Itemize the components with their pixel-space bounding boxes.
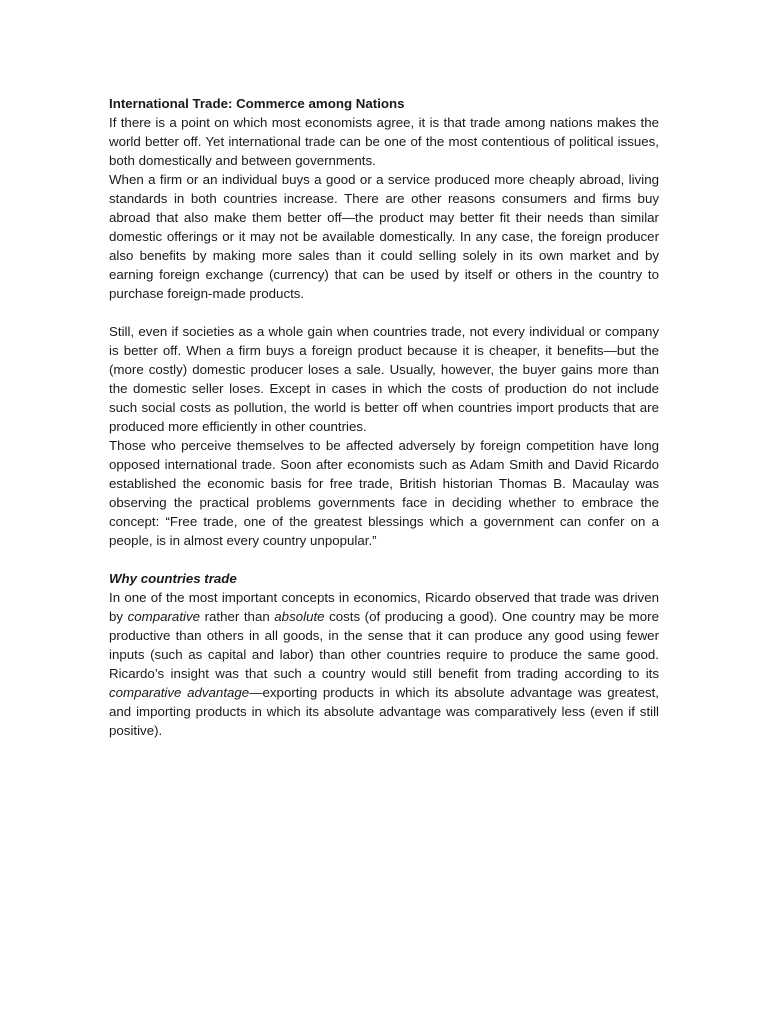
paragraph-intro: If there is a point on which most economists agree, it is that trade among nations makes the world better off. Yet international trade can be one of the most contentious of political issues, both domestically and between governments.: [109, 115, 659, 168]
paragraph-comparative-advantage: [109, 588, 659, 740]
text-run: —exporting products in which its absolute advantage was greatest, and importing products in which its absolute advantage was comparatively less (even if still positive).: [109, 685, 659, 738]
emphasis-absolute: absolute: [274, 609, 325, 624]
document-page: [109, 94, 659, 740]
paragraph-spacer: [109, 550, 659, 569]
text-run: costs (of producing a good). One country may be more productive than others in all goods, in the sense that it can produce any good using fewer inputs (such as capital and labor) than other countries require to produce the same good. Ricardo’s insight was that such a country would still benefit from trading according to its: [109, 609, 659, 681]
emphasis-comparative: comparative: [127, 609, 201, 624]
document-title: International Trade: Commerce among Nations: [109, 96, 405, 111]
paragraph-opposition: Those who perceive themselves to be affected adversely by foreign competition have long opposed international trade. Soon after economists such as Adam Smith and David Ricardo established the economic basis for free trade, British historian Thomas B. Macaulay was observing the practical problems governments face in deciding whether to embrace the concept: “Free trade, one of the greatest blessings which a government can confer on a people, is in almost every country unpopular.”: [109, 438, 659, 548]
emphasis-comparative-advantage: comparative advantage: [109, 685, 250, 700]
text-run: In one of the most important concepts in economics, Ricardo observed that trade was driven by: [109, 590, 659, 624]
paragraph-living-standards: When a firm or an individual buys a good or a service produced more cheaply abroad, living standards in both countries increase. There are other reasons consumers and firms buy abroad that also make them better off—the product may better fit their needs than similar domestic offerings or it may not be available domestically. In any case, the foreign producer also benefits by making more sales than it could selling solely in its own market and by earning foreign exchange (currency) that can be used by itself or others in the country to purchase foreign-made products.: [109, 172, 659, 301]
paragraph-not-everyone-better-off: Still, even if societies as a whole gain when countries trade, not every individual or company is better off. When a firm buys a foreign product because it is cheaper, it benefits—but the (more costly) domestic producer loses a sale. Usually, however, the buyer gains more than the domestic seller loses. Except in cases in which the costs of production do not include such social costs as pollution, the world is better off when countries import products that are produced more efficiently in other countries.: [109, 324, 659, 434]
text-run: rather than: [200, 609, 275, 624]
paragraph-spacer: [109, 303, 659, 322]
section-heading: Why countries trade: [109, 571, 237, 586]
